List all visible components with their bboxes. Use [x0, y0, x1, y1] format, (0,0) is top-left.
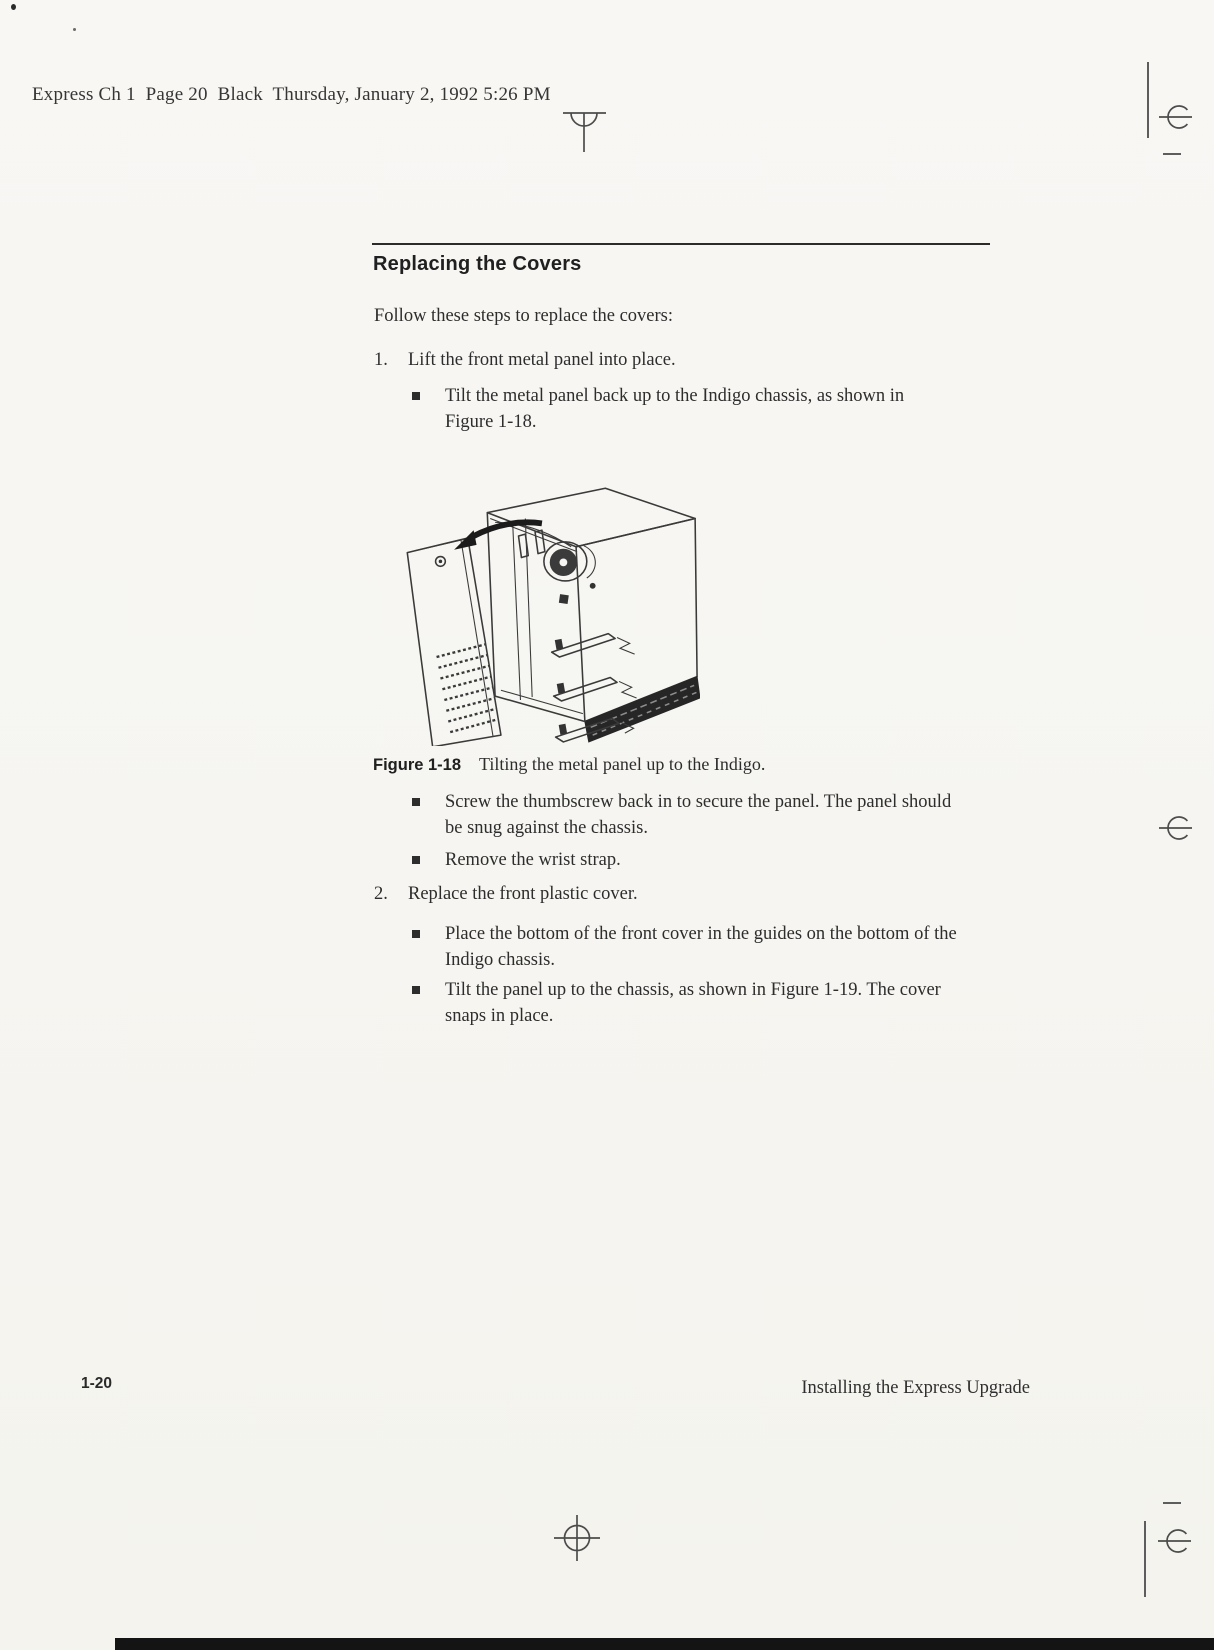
bullet-item [412, 921, 996, 973]
document-body [372, 243, 996, 1029]
footer-running-title: Installing the Express Upgrade [801, 1378, 1030, 1398]
section-divider [372, 243, 990, 245]
scan-speck [11, 4, 16, 10]
step-text: Lift the front metal panel into place. [408, 350, 676, 370]
crop-mark-top-right [1147, 62, 1149, 138]
square-bullet-icon [412, 930, 420, 938]
bullet-item [412, 977, 996, 1029]
figure-label: Figure 1-18 [373, 756, 462, 774]
figure-illustration [378, 451, 700, 746]
bullet-text: Screw the thumbscrew back in to secure the panel. The panel should be snug against the chassis. [445, 792, 952, 838]
crop-dash-bottom-right [1163, 1502, 1181, 1504]
bullet-text: Remove the wrist strap. [445, 850, 621, 870]
registration-target-top-right-icon [1159, 99, 1195, 135]
square-bullet-icon [412, 798, 420, 806]
registration-target-bottom-right-icon [1158, 1523, 1194, 1559]
bullet-text: Place the bottom of the front cover in the guides on the bottom of the Indigo chassis. [445, 924, 957, 970]
step-number: 2. [374, 884, 388, 904]
registration-target-mid-right-icon [1159, 810, 1195, 846]
square-bullet-icon [412, 856, 420, 864]
bullet-item [412, 789, 996, 841]
crop-mark-bottom-right [1144, 1521, 1146, 1597]
footer-page-number: 1-20 [81, 1375, 113, 1392]
section-title: Replacing the Covers [373, 253, 582, 275]
square-bullet-icon [412, 392, 420, 400]
bullet-item [412, 383, 996, 435]
intro-paragraph: Follow these steps to replace the covers: [374, 306, 673, 326]
bullet-text: Tilt the panel up to the chassis, as shown in Figure 1-19. The cover snaps in place. [445, 980, 941, 1026]
print-job-header: Express Ch 1 Page 20 Black Thursday, January 2, 1992 5:26 PM [32, 84, 551, 105]
step-item-2 [374, 881, 996, 907]
crop-dash-top-right [1163, 153, 1181, 155]
indigo-chassis-drawing-icon [378, 451, 700, 746]
bullet-item [412, 847, 996, 873]
psi-registration-mark-icon [561, 105, 609, 155]
crosshair-registration-mark-icon [551, 1512, 603, 1564]
step-number: 1. [374, 350, 388, 370]
figure-caption-row [373, 754, 996, 775]
bottom-ink-bar [115, 1638, 1214, 1650]
step-item-1 [374, 347, 996, 373]
square-bullet-icon [412, 986, 420, 994]
step-text: Replace the front plastic cover. [408, 884, 638, 904]
bullet-text: Tilt the metal panel back up to the Indigo chassis, as shown in Figure 1-18. [445, 386, 905, 432]
scan-speck [73, 28, 76, 31]
figure-caption: Tilting the metal panel up to the Indigo. [479, 754, 766, 774]
